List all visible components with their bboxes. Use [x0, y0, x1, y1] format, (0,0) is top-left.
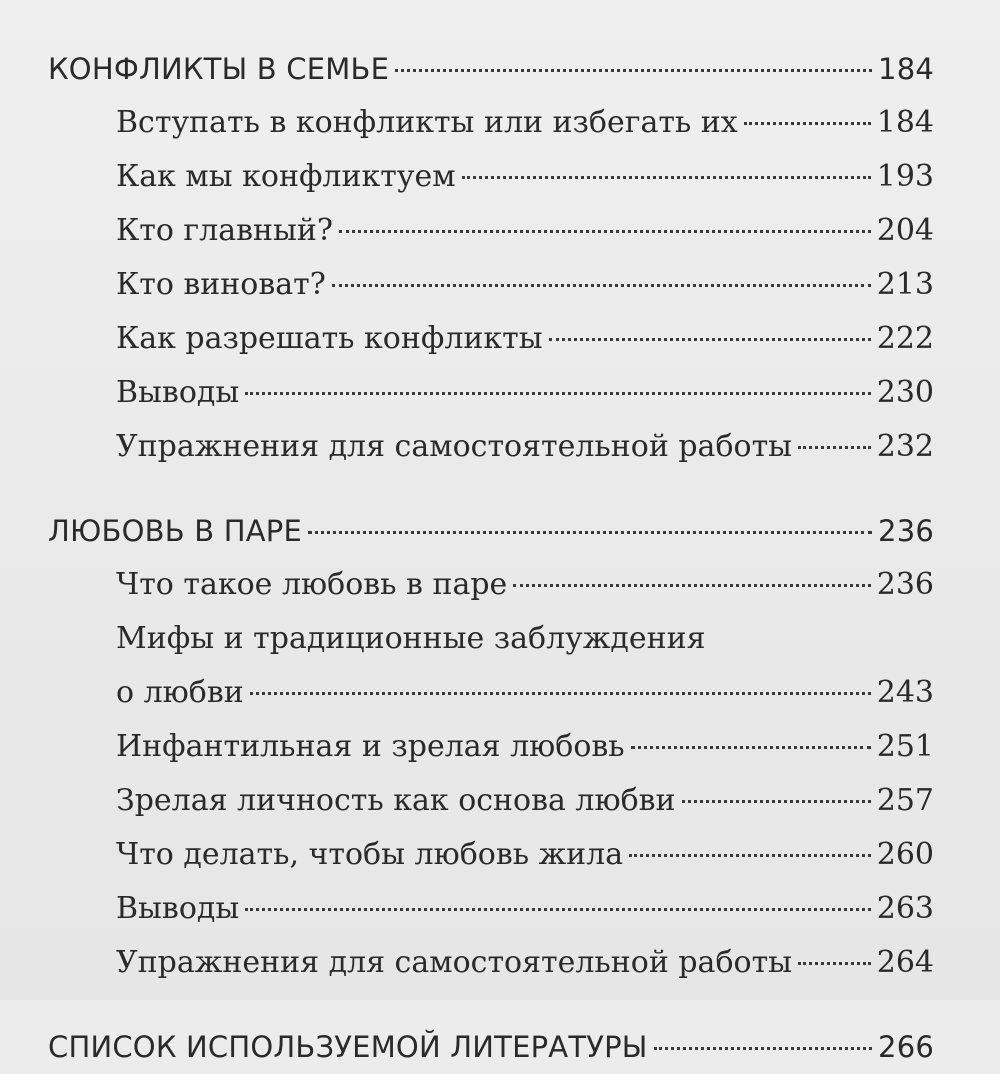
page-number: 184: [876, 105, 934, 140]
toc-entry: [48, 720, 934, 774]
toc-section-love: [48, 504, 934, 558]
page-number: 263: [876, 891, 934, 926]
page-number: 236: [878, 514, 934, 548]
page-number: 243: [876, 675, 934, 710]
toc-entry: [48, 558, 934, 612]
page-number: 251: [876, 729, 934, 764]
entry-title: о любви: [116, 675, 244, 710]
entry-title-line1: Мифы и традиционные заблуждения: [116, 621, 706, 656]
table-of-contents: [48, 42, 934, 1074]
dot-leader: [308, 531, 872, 534]
toc-entry: [48, 774, 934, 828]
section-gap: [48, 990, 934, 1020]
section-title: СПИСОК ИСПОЛЬЗУЕМОЙ ЛИТЕРАТУРЫ: [48, 1030, 648, 1064]
page-number: 257: [876, 783, 934, 818]
dot-leader: [798, 962, 871, 965]
page-number: 266: [878, 1030, 934, 1064]
dot-leader: [549, 338, 871, 341]
dot-leader: [332, 284, 871, 287]
dot-leader: [654, 1047, 872, 1050]
toc-entry: [48, 666, 934, 720]
entry-title: Кто главный?: [116, 213, 333, 248]
entry-title: Кто виноват?: [116, 267, 326, 302]
page-number: 230: [876, 375, 934, 410]
dot-leader: [631, 746, 871, 749]
dot-leader: [462, 176, 871, 179]
entry-title: Выводы: [116, 375, 240, 410]
toc-entry: [48, 420, 934, 474]
page-number: 236: [876, 567, 934, 602]
dot-leader: [245, 392, 871, 395]
page-number: 204: [876, 213, 934, 248]
dot-leader: [395, 69, 872, 72]
entry-title: Упражнения для самостоятельной работы: [116, 429, 793, 464]
toc-entry: [48, 258, 934, 312]
toc-entry: [48, 312, 934, 366]
toc-entry: [48, 936, 934, 990]
page-number: 213: [876, 267, 934, 302]
toc-entry: [48, 204, 934, 258]
section-title: КОНФЛИКТЫ В СЕМЬЕ: [48, 52, 390, 86]
page-number: 232: [876, 429, 934, 464]
toc-section-conflicts: [48, 42, 934, 96]
toc-entry: [48, 828, 934, 882]
entry-title: Зрелая личность как основа любви: [116, 783, 676, 818]
toc-entry-first-line: [48, 612, 934, 666]
entry-title: Как разрешать конфликты: [116, 321, 543, 356]
dot-leader: [250, 692, 871, 695]
entry-title: Инфантильная и зрелая любовь: [116, 729, 625, 764]
toc-entry: [48, 366, 934, 420]
toc-section-bibliography: [48, 1020, 934, 1074]
entry-title: Что такое любовь в паре: [116, 567, 508, 602]
page-number: 184: [878, 52, 934, 86]
entry-title: Как мы конфликтуем: [116, 159, 456, 194]
entry-title: Упражнения для самостоятельной работы: [116, 945, 793, 980]
dot-leader: [798, 446, 871, 449]
dot-leader: [513, 584, 870, 587]
dot-leader: [682, 800, 871, 803]
page-number: 193: [876, 159, 934, 194]
entry-title: Вступать в конфликты или избегать их: [116, 105, 738, 140]
dot-leader: [245, 908, 871, 911]
toc-entry: [48, 150, 934, 204]
dot-leader: [339, 230, 871, 233]
page-number: 264: [876, 945, 934, 980]
toc-entry: [48, 882, 934, 936]
section-title: ЛЮБОВЬ В ПАРЕ: [48, 514, 303, 548]
entry-title: Что делать, чтобы любовь жила: [116, 837, 624, 872]
section-gap: [48, 474, 934, 504]
page-number: 222: [876, 321, 934, 356]
dot-leader: [744, 122, 871, 125]
dot-leader: [629, 854, 871, 857]
entry-title: Выводы: [116, 891, 240, 926]
toc-entry: [48, 96, 934, 150]
page-number: 260: [876, 837, 934, 872]
